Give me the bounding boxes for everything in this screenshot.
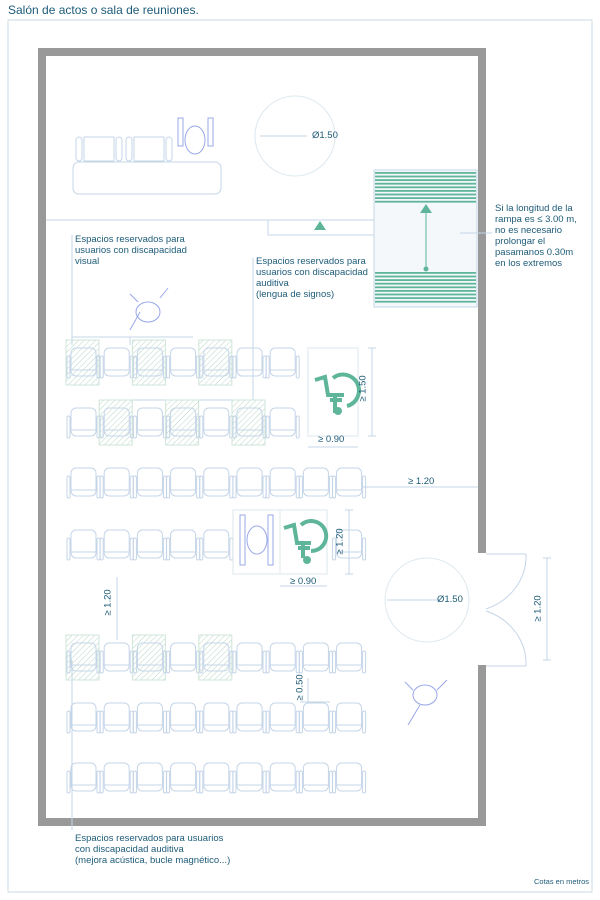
seat (67, 468, 100, 498)
seat (66, 340, 100, 385)
units-note: Cotas en metros (534, 877, 590, 886)
label-signos: Espacios reservados para usuarios con discapacidad auditiva (lengua de signos) (256, 256, 368, 300)
label-auditiva: Espacios reservados para usuarios con discapacidad auditiva (mejora acústica, bucle magnético...) (75, 833, 231, 866)
seat (266, 643, 299, 673)
seat (233, 643, 266, 673)
seat (200, 763, 233, 793)
seat (232, 400, 266, 445)
seat (199, 340, 233, 385)
ramp-stripe (375, 301, 476, 303)
seat (100, 763, 133, 793)
ramp-stripe (375, 190, 476, 192)
seat (299, 643, 332, 673)
dim-aisle: ≥ 1.20 (408, 476, 435, 487)
seat (299, 468, 332, 498)
seat (299, 703, 332, 733)
seat (333, 763, 366, 793)
seat (233, 703, 266, 733)
ramp-stripe (375, 201, 476, 203)
seat (132, 340, 166, 385)
seat (299, 763, 332, 793)
walking-person-icon (130, 288, 447, 725)
seat (67, 408, 100, 438)
dim-row-gap: ≥ 1.20 (102, 589, 114, 616)
seat (67, 530, 100, 560)
seat (167, 530, 200, 560)
seat (66, 635, 100, 680)
ramp-stripe (375, 294, 476, 296)
seat (167, 643, 200, 673)
sheet-border (8, 20, 592, 892)
page-title: Salón de actos o sala de reuniones. (8, 3, 199, 17)
seat (100, 530, 133, 560)
seat (200, 703, 233, 733)
ramp-stripe (375, 283, 476, 285)
leader-lines (72, 235, 253, 830)
ramp-stripe (375, 197, 476, 199)
seat (132, 635, 166, 680)
ramp-stripe (375, 194, 476, 196)
seat (167, 763, 200, 793)
seat (266, 703, 299, 733)
seat (100, 643, 133, 673)
seat (266, 763, 299, 793)
seat (200, 408, 233, 438)
ramp-stripe (375, 276, 476, 278)
seat (233, 763, 266, 793)
dim-wc1-width: ≥ 0.90 (318, 434, 345, 445)
ramp-stripe (375, 286, 476, 288)
seat (266, 408, 299, 438)
label-visual: Espacios reservados para usuarios con discapacidad visual (75, 234, 187, 267)
seat (167, 468, 200, 498)
seat (167, 703, 200, 733)
dim-wc2-depth: ≥ 1.20 (334, 528, 346, 555)
seat (266, 468, 299, 498)
seat (200, 530, 233, 560)
dim-wc1-depth: ≥ 1.50 (357, 375, 369, 402)
ramp-stripe (375, 290, 476, 292)
seat (333, 703, 366, 733)
seat (166, 400, 200, 445)
ramp-stripe (375, 279, 476, 281)
seat (199, 635, 233, 680)
ramp-stripe (375, 176, 476, 178)
seat (233, 348, 266, 378)
stage (46, 96, 375, 235)
dim-circle-top: Ø1.50 (312, 130, 338, 141)
seat (200, 468, 233, 498)
seat (99, 400, 133, 445)
label-rampa: Si la longitud de la rampa es ≤ 3.00 m, no es necesario prolongar el pasamanos 0.30m en los extremos (495, 203, 577, 269)
seat (167, 348, 200, 378)
ramp-stripe (375, 172, 476, 174)
seat (133, 763, 166, 793)
ramp-stripe (375, 186, 476, 188)
seat (133, 530, 166, 560)
seat (133, 468, 166, 498)
ramp-stripe (375, 179, 476, 181)
ramp-stripe (375, 183, 476, 185)
ramp-stripe (375, 297, 476, 299)
wheelchair-user-icon (178, 118, 213, 154)
seat (233, 468, 266, 498)
seat (266, 348, 299, 378)
ramp-stripe (375, 272, 476, 274)
dim-wc2-width: ≥ 0.90 (290, 576, 317, 587)
dim-seat-gap: ≥ 0.50 (294, 674, 306, 701)
seat (333, 643, 366, 673)
seat (100, 348, 133, 378)
seat (133, 408, 166, 438)
seat (100, 468, 133, 498)
seat (333, 468, 366, 498)
seat (133, 703, 166, 733)
dim-door: ≥ 1.20 (532, 595, 544, 622)
seat (100, 703, 133, 733)
dim-circle-door: Ø1.50 (437, 594, 463, 605)
